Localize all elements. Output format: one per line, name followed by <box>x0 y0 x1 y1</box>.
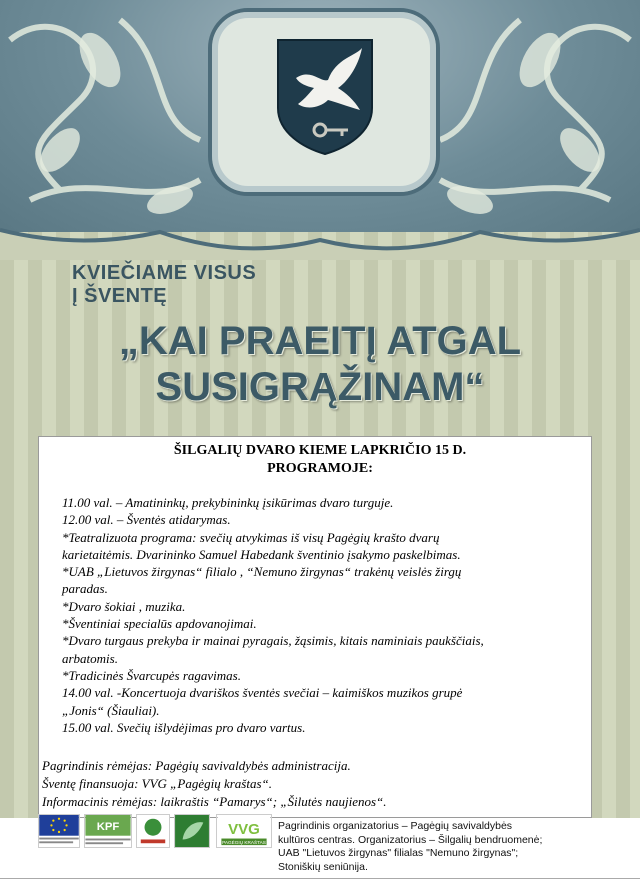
schedule-line: arbatomis. <box>62 650 118 666</box>
schedule-line: *Dvaro turgaus prekyba ir mainai pyragais, žąsimis, kitais naminiais paukščiais, <box>62 633 484 649</box>
kpf-logo-text: KPF <box>96 821 120 834</box>
leader-logo-icon <box>136 814 170 848</box>
organizer-line-1: Pagrindinis organizatorius – Pagėgių savivaldybės <box>278 820 513 832</box>
organizer-line-4: Stoniškių seniūnija. <box>278 860 368 873</box>
schedule-line: *Tradicinės Švarcupės ragavimas. <box>62 667 241 683</box>
program-schedule <box>62 494 582 736</box>
organizers-block <box>278 820 608 874</box>
event-title <box>0 318 640 410</box>
sponsor-logos <box>38 814 274 850</box>
organizer-line-2: kultūros centras. Organizatorius – Šilgalių bendruomenė; <box>278 833 543 846</box>
kpf-logo-icon <box>84 814 132 848</box>
eu-flag-logo-icon <box>38 814 80 848</box>
program-label: PROGRAMOJE: <box>267 461 373 476</box>
coat-of-arms-shield-icon <box>276 38 374 156</box>
invite-line-1: KVIEČIAME VISUS <box>72 262 257 284</box>
schedule-line: *UAB „Lietuvos žirgynas“ filialo , “Nemuno žirgynas“ trakėnų veislės žirgų <box>62 564 462 580</box>
vvg-logo-text: VVG <box>228 820 260 838</box>
place-date-line: ŠILGALIŲ DVARO KIEME LAPKRIČIO 15 D. <box>173 443 467 458</box>
schedule-line: 12.00 val. – Šventės atidarymas. <box>62 512 231 528</box>
schedule-line: 14.00 val. -Koncertuoja dvariškos šventės svečiai – kaimiškos muzikos grupė <box>62 685 463 701</box>
organizer-line-3: UAB "Lietuvos žirgynas" filialas "Nemuno žirgynas"; <box>278 847 519 859</box>
schedule-line: *Teatralizuota programa: svečių atvykimas iš visų Pagėgių krašto dvarų <box>62 529 440 545</box>
financing-line: Šventę finansuoja: VVG „Pagėgių kraštas“. <box>42 776 273 791</box>
media-sponsor-line: Informacinis rėmėjas: laikraštis “Pamarys“; „Šilutės naujienos“. <box>42 794 387 809</box>
invite-line-2: Į ŠVENTĘ <box>72 285 168 307</box>
eu-leaf-logo-icon <box>174 814 210 848</box>
vvg-logo-subtext: PAGĖGIŲ KRAŠTAS <box>222 840 266 846</box>
schedule-line: 15.00 val. Svečių išlydėjimas pro dvaro vartus. <box>62 719 306 735</box>
sponsors-block <box>42 757 387 811</box>
schedule-line: *Šventiniai specialūs apdovanojimai. <box>62 616 257 632</box>
main-sponsor-line: Pagrindinis rėmėjas: Pagėgių savivaldybės administracija. <box>42 758 351 773</box>
schedule-line: 11.00 val. – Amatininkų, prekybininkų įsikūrimas dvaro turguje. <box>62 495 394 510</box>
program-heading <box>0 442 640 478</box>
event-title-line-1: „KAI PRAEITĮ ATGAL <box>118 319 522 363</box>
schedule-line: paradas. <box>62 581 108 597</box>
event-title-line-2: SUSIGRĄŽINAM“ <box>155 365 485 409</box>
vvg-logo-icon <box>216 814 272 848</box>
schedule-line: karietaitėmis. Dvarininko Samuel Habedank šventinio įsakymo paskelbimas. <box>62 546 461 562</box>
invitation-text <box>72 262 256 308</box>
schedule-line: *Dvaro šokiai , muzika. <box>62 598 186 614</box>
bottom-divider <box>0 878 640 879</box>
schedule-line: „Jonis“ (Šiauliai). <box>62 702 160 718</box>
